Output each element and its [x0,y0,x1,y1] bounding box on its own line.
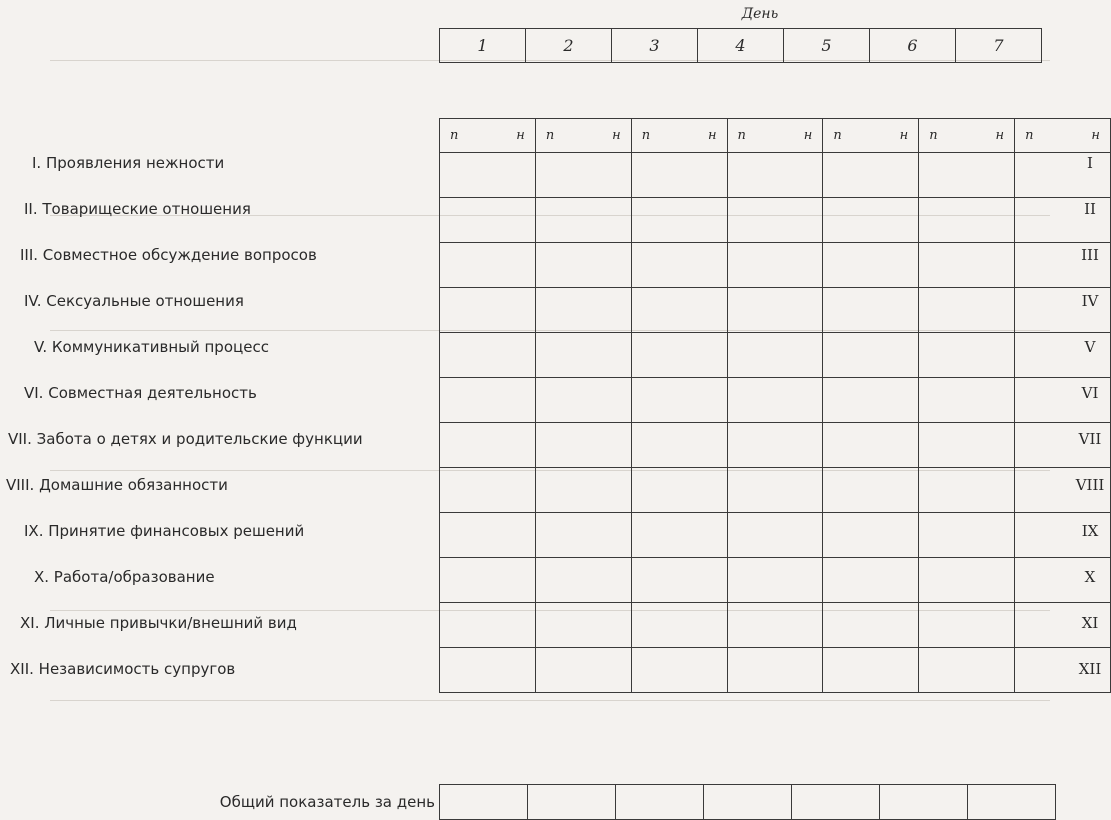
rating-cell[interactable] [440,648,536,693]
rating-cell[interactable] [919,243,1015,288]
daily-total-label: Общий показатель за день [219,793,435,811]
rating-cell[interactable] [631,603,727,648]
grid-row [440,288,1111,333]
day-7-positive-header: п [1015,119,1063,153]
day-7-header: 7 [956,29,1042,63]
day-5-positive-header: п [823,119,871,153]
row-label: VII. Забота о детях и родительские функции [8,430,363,448]
daily-total-cell[interactable] [880,785,968,820]
rating-cell[interactable] [535,333,631,378]
day-6-positive-header: п [919,119,967,153]
rating-cell[interactable] [631,333,727,378]
day-3-positive-header: п [631,119,679,153]
rating-cell[interactable] [631,198,727,243]
rating-cell[interactable] [631,513,727,558]
rating-cell[interactable] [440,333,536,378]
rating-cell[interactable] [823,378,919,423]
rating-cell[interactable] [727,423,823,468]
rating-cell[interactable] [535,558,631,603]
rating-cell[interactable] [631,648,727,693]
daily-total-cell[interactable] [704,785,792,820]
day-header-title: День [741,6,779,22]
rating-cell[interactable] [727,648,823,693]
rating-cell[interactable] [440,378,536,423]
day-1-header: 1 [440,29,526,63]
rating-cell[interactable] [823,468,919,513]
day-5-negative-header: н [871,119,919,153]
row-roman-numeral: VIII [1075,476,1105,494]
row-label: VIII. Домашние обязанности [6,476,228,494]
rating-cell[interactable] [631,423,727,468]
rating-cell[interactable] [919,333,1015,378]
rating-cell[interactable] [919,603,1015,648]
day-1-positive-header: п [440,119,488,153]
daily-total-cell[interactable] [792,785,880,820]
rating-cell[interactable] [823,333,919,378]
row-roman-numeral: III [1081,246,1099,264]
rating-cell[interactable] [440,603,536,648]
rating-cell[interactable] [823,648,919,693]
row-label: XI. Личные привычки/внешний вид [20,614,297,632]
day-3-negative-header: н [679,119,727,153]
rating-cell[interactable] [535,513,631,558]
rating-cell[interactable] [631,153,727,198]
rating-cell[interactable] [631,558,727,603]
day-3-header: 3 [612,29,698,63]
day-4-header: 4 [698,29,784,63]
row-label: I. Проявления нежности [32,154,225,172]
rating-cell[interactable] [535,198,631,243]
row-label: V. Коммуникативный процесс [34,338,269,356]
daily-total-cell[interactable] [528,785,616,820]
day-1-negative-header: н [487,119,535,153]
daily-total-cell[interactable] [616,785,704,820]
rating-cell[interactable] [823,153,919,198]
rating-cell[interactable] [535,423,631,468]
rating-grid [439,118,1111,693]
grid-row [440,648,1111,693]
grid-row [440,243,1111,288]
rating-cell[interactable] [919,378,1015,423]
rating-cell[interactable] [823,603,919,648]
day-6-negative-header: н [967,119,1015,153]
day-5-header: 5 [784,29,870,63]
rating-cell[interactable] [727,558,823,603]
row-roman-numeral: IV [1081,292,1099,310]
rating-cell[interactable] [535,288,631,333]
rating-cell[interactable] [823,513,919,558]
rating-cell[interactable] [919,558,1015,603]
grid-row [440,423,1111,468]
rating-cell[interactable] [727,198,823,243]
day-4-positive-header: п [727,119,775,153]
subheader-row [440,119,1111,153]
rating-cell[interactable] [823,198,919,243]
day-2-negative-header: н [583,119,631,153]
rating-cell[interactable] [440,558,536,603]
rating-cell[interactable] [440,423,536,468]
days-header-table [439,28,1042,63]
day-2-positive-header: п [535,119,583,153]
rating-cell[interactable] [727,603,823,648]
row-label: II. Товарищеские отношения [24,200,251,218]
rating-cell[interactable] [823,243,919,288]
rating-cell[interactable] [919,648,1015,693]
day-4-negative-header: н [775,119,823,153]
rating-cell[interactable] [440,243,536,288]
grid-row [440,558,1111,603]
rating-cell[interactable] [535,378,631,423]
row-label: XII. Независимость супругов [10,660,236,678]
day-6-header: 6 [870,29,956,63]
rating-cell[interactable] [727,513,823,558]
grid-row [440,198,1111,243]
row-roman-numeral: VI [1081,384,1099,402]
rating-cell[interactable] [535,153,631,198]
rating-cell[interactable] [631,378,727,423]
row-roman-numeral: II [1084,200,1096,218]
rating-cell[interactable] [727,378,823,423]
rating-cell[interactable] [727,333,823,378]
rating-cell[interactable] [919,153,1015,198]
grid-row [440,513,1111,558]
daily-total-cell[interactable] [440,785,528,820]
rating-cell[interactable] [535,468,631,513]
row-label: IV. Сексуальные отношения [24,292,244,310]
rating-cell[interactable] [440,153,536,198]
rating-cell[interactable] [727,288,823,333]
daily-total-cell[interactable] [968,785,1056,820]
grid-row [440,603,1111,648]
rating-cell[interactable] [919,468,1015,513]
day-2-header: 2 [526,29,612,63]
row-roman-numeral: XI [1081,614,1099,632]
rating-cell[interactable] [919,423,1015,468]
rating-cell[interactable] [823,558,919,603]
row-roman-numeral: XII [1078,660,1102,678]
rating-cell[interactable] [440,513,536,558]
rating-cell[interactable] [440,468,536,513]
rating-cell[interactable] [631,288,727,333]
rating-cell[interactable] [631,468,727,513]
row-roman-numeral: I [1087,154,1093,172]
rating-cell[interactable] [823,288,919,333]
daily-total-row [439,784,1056,820]
grid-row [440,378,1111,423]
row-roman-numeral: V [1084,338,1096,356]
grid-row [440,333,1111,378]
row-roman-numeral: VII [1078,430,1102,448]
grid-row [440,153,1111,198]
rating-cell[interactable] [440,198,536,243]
rating-cell[interactable] [535,243,631,288]
row-label: III. Совместное обсуждение вопросов [20,246,317,264]
rating-cell[interactable] [535,648,631,693]
rating-cell[interactable] [535,603,631,648]
row-label: X. Работа/образование [34,568,215,586]
rating-cell[interactable] [727,153,823,198]
row-label: IX. Принятие финансовых решений [24,522,305,540]
row-label: VI. Совместная деятельность [24,384,257,402]
row-roman-numeral: IX [1081,522,1099,540]
rating-cell[interactable] [823,423,919,468]
row-roman-numeral: X [1084,568,1096,586]
rating-cell[interactable] [631,243,727,288]
rating-cell[interactable] [727,468,823,513]
rating-cell[interactable] [440,288,536,333]
rating-cell[interactable] [727,243,823,288]
rating-cell[interactable] [919,288,1015,333]
grid-row [440,468,1111,513]
rating-cell[interactable] [919,513,1015,558]
rating-cell[interactable] [919,198,1015,243]
day-7-negative-header: н [1062,119,1110,153]
